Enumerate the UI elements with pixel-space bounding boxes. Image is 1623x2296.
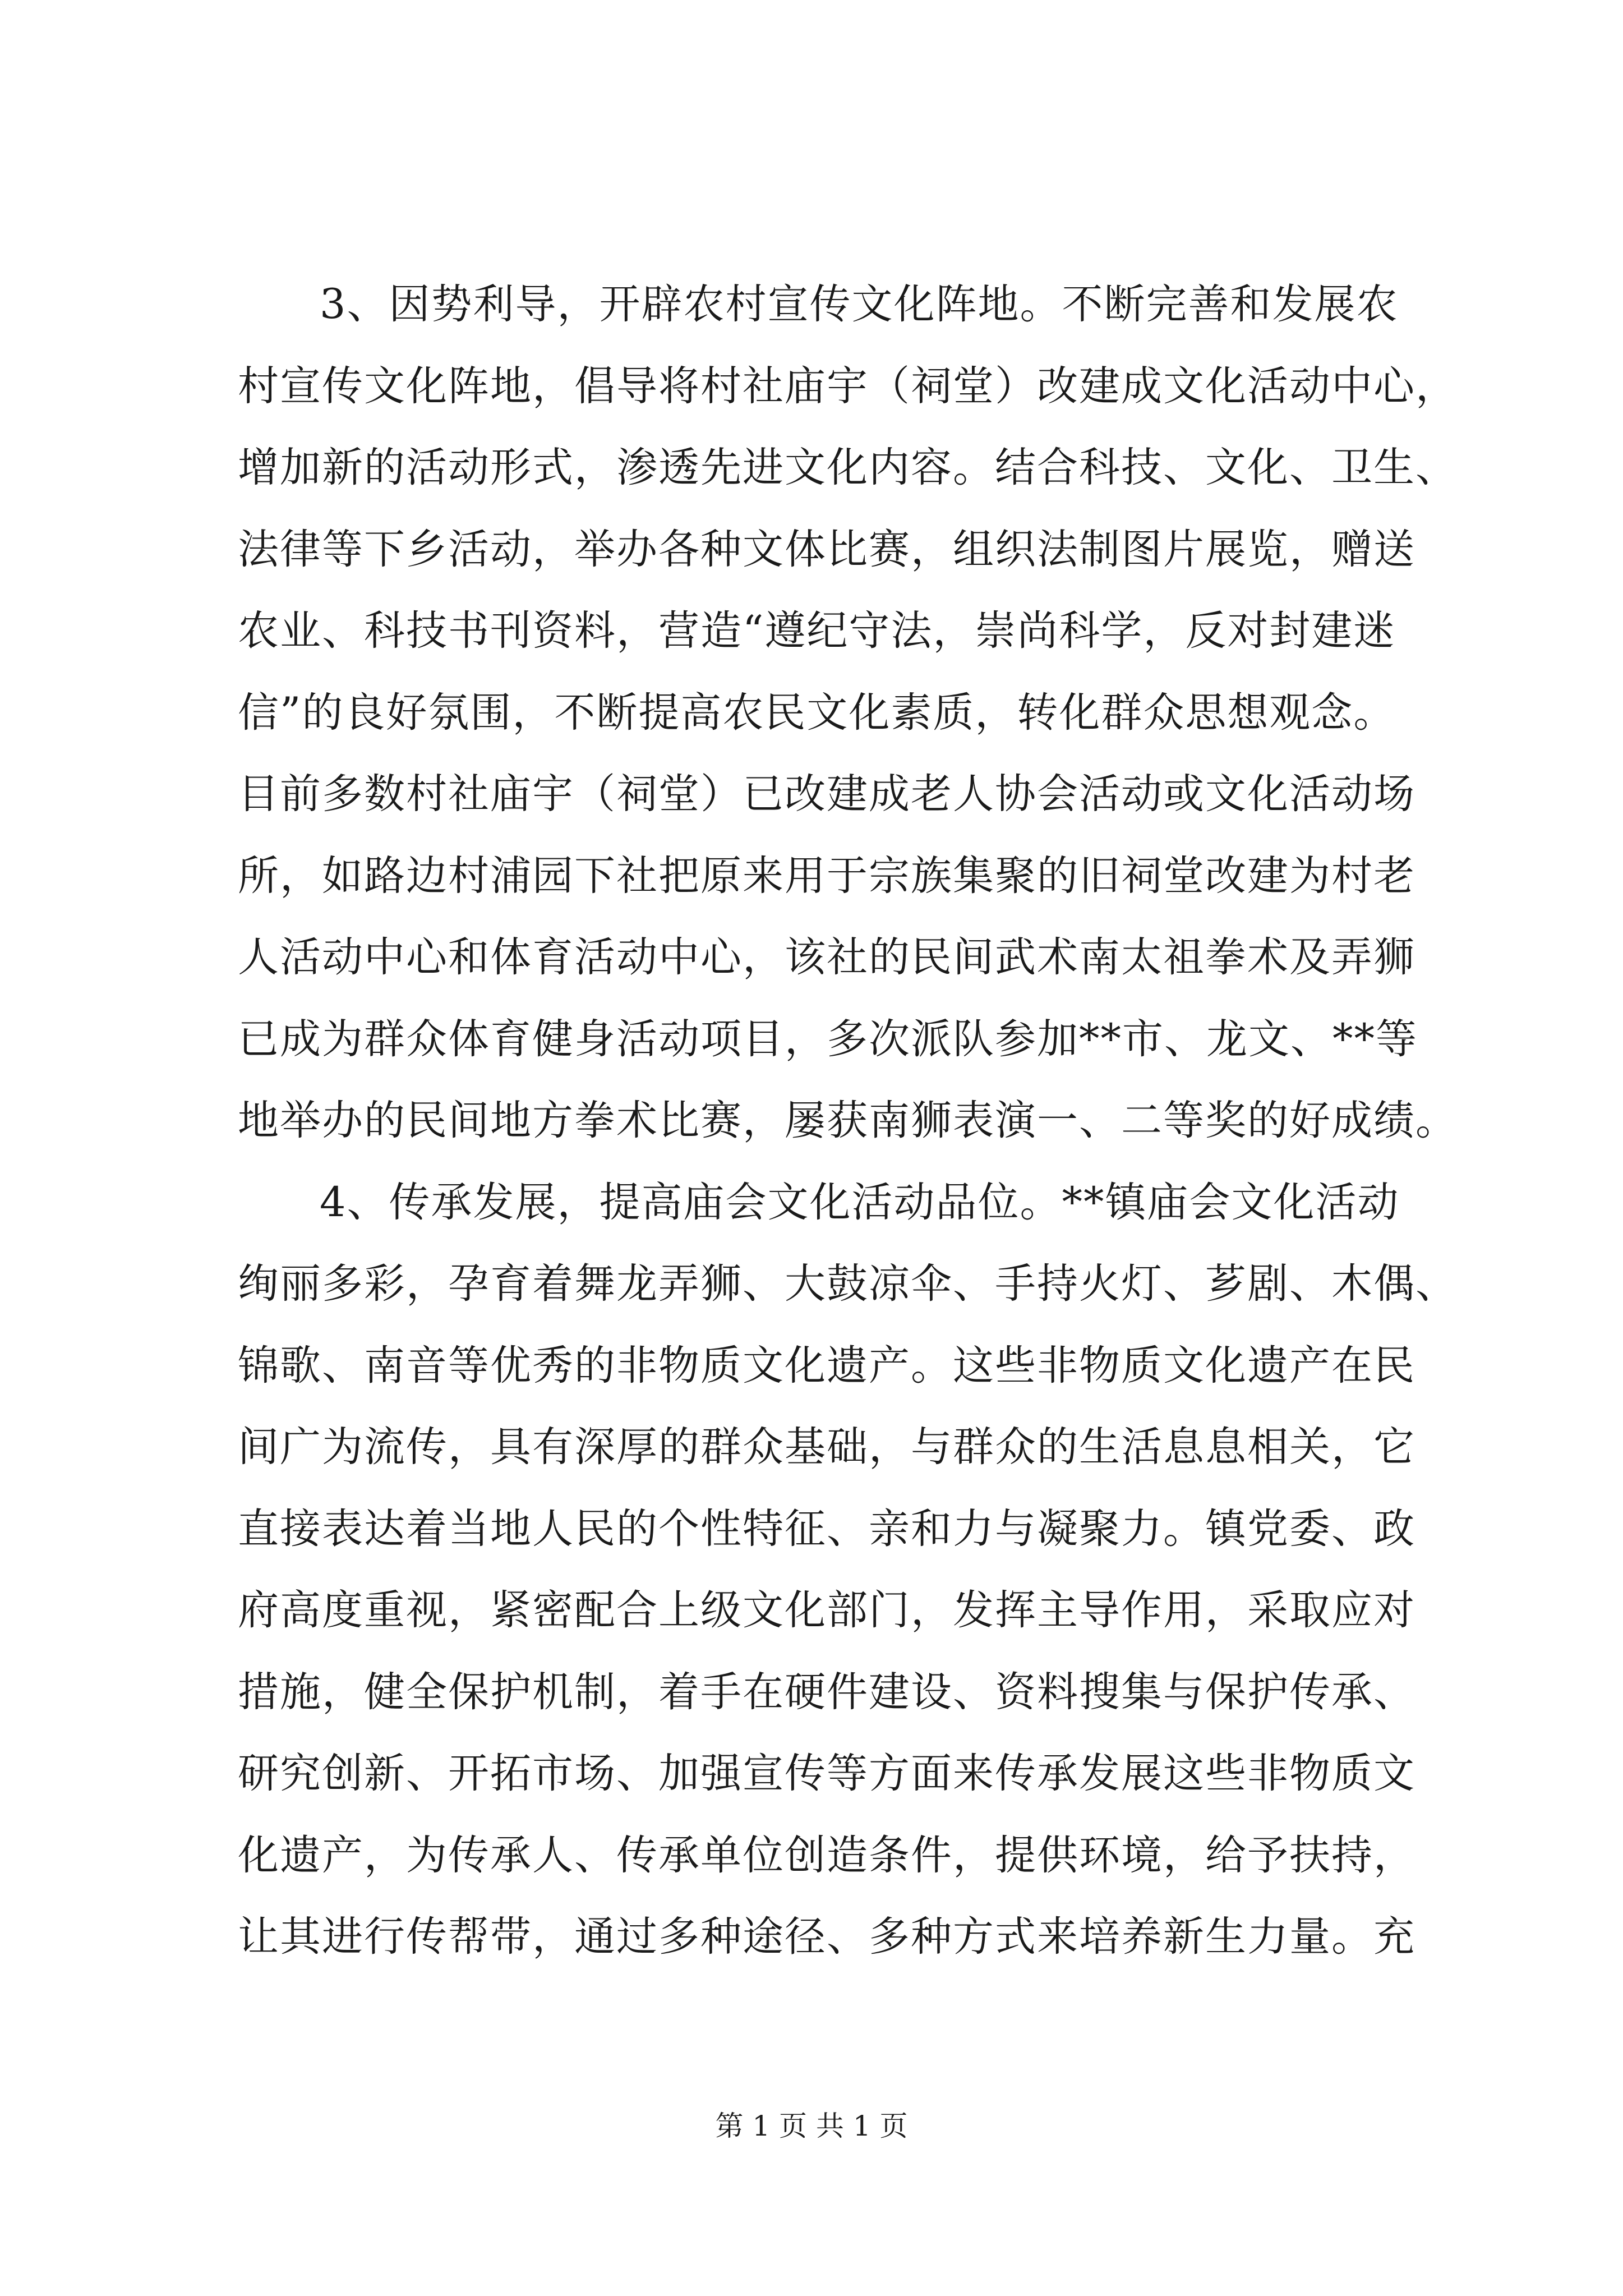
paragraph-line: 直接表达着当地人民的个性特征、亲和力与凝聚力。镇党委、政 [238,1504,1415,1553]
paragraph-line: 绚丽多彩，孕育着舞龙弄狮、大鼓凉伞、手持火灯、芗剧、木偶、 [238,1260,1458,1308]
paragraph-line: 信”的良好氛围，不断提高农民文化素质，转化群众思想观念。 [238,688,1396,737]
paragraph-line: 间广为流传，具有深厚的群众基础，与群众的生活息息相关，它 [238,1423,1415,1471]
paragraph-line: 已成为群众体育健身活动项目，多次派队参加**市、龙文、**等 [238,1015,1418,1063]
paragraph-line: 村宣传文化阵地，倡导将村社庙宇（祠堂）改建成文化活动中心， [238,362,1458,410]
paragraph-line: 让其进行传帮带，通过多种途径、多种方式来培养新生力量。充 [238,1913,1415,1961]
paragraph-line: 增加新的活动形式，渗透先进文化内容。结合科技、文化、卫生、 [238,444,1458,491]
paragraph-line: 3、因势利导，开辟农村宣传文化阵地。不断完善和发展农 [320,280,1399,328]
paragraph-line: 目前多数村社庙宇（祠堂）已改建成老人协会活动或文化活动场 [238,770,1415,818]
paragraph-line: 地举办的民间地方拳术比赛，屡获南狮表演一、二等奖的好成绩。 [238,1097,1458,1144]
paragraph-3 [238,264,1458,1162]
page-number-label: 第 1 页 共 1 页 [715,2110,908,2142]
paragraph-line: 4、传承发展，提高庙会文化活动品位。**镇庙会文化活动 [320,1178,1400,1226]
paragraph-line: 法律等下乡活动，举办各种文体比赛，组织法制图片展览，赠送 [238,525,1415,573]
paragraph-line: 化遗产，为传承人、传承单位创造条件，提供环境，给予扶持， [238,1831,1415,1879]
paragraph-line: 锦歌、南音等优秀的非物质文化遗产。这些非物质文化遗产在民 [238,1341,1415,1389]
paragraph-line: 农业、科技书刊资料，营造“遵纪守法，崇尚科学，反对封建迷 [238,607,1396,655]
paragraph-line: 措施，健全保护机制，着手在硬件建设、资料搜集与保护传承、 [238,1668,1415,1716]
paragraph-line: 研究创新、开拓市场、加强宣传等方面来传承发展这些非物质文 [238,1750,1415,1797]
body-text [238,264,1458,1978]
paragraph-line: 人活动中心和体育活动中心，该社的民间武术南太祖拳术及弄狮 [238,933,1415,981]
page-footer [0,2109,1623,2143]
paragraph-line: 府高度重视，紧密配合上级文化部门，发挥主导作用，采取应对 [238,1586,1415,1634]
paragraph-4 [238,1162,1458,1978]
paragraph-line: 所，如路边村浦园下社把原来用于宗族集聚的旧祠堂改建为村老 [238,852,1415,900]
